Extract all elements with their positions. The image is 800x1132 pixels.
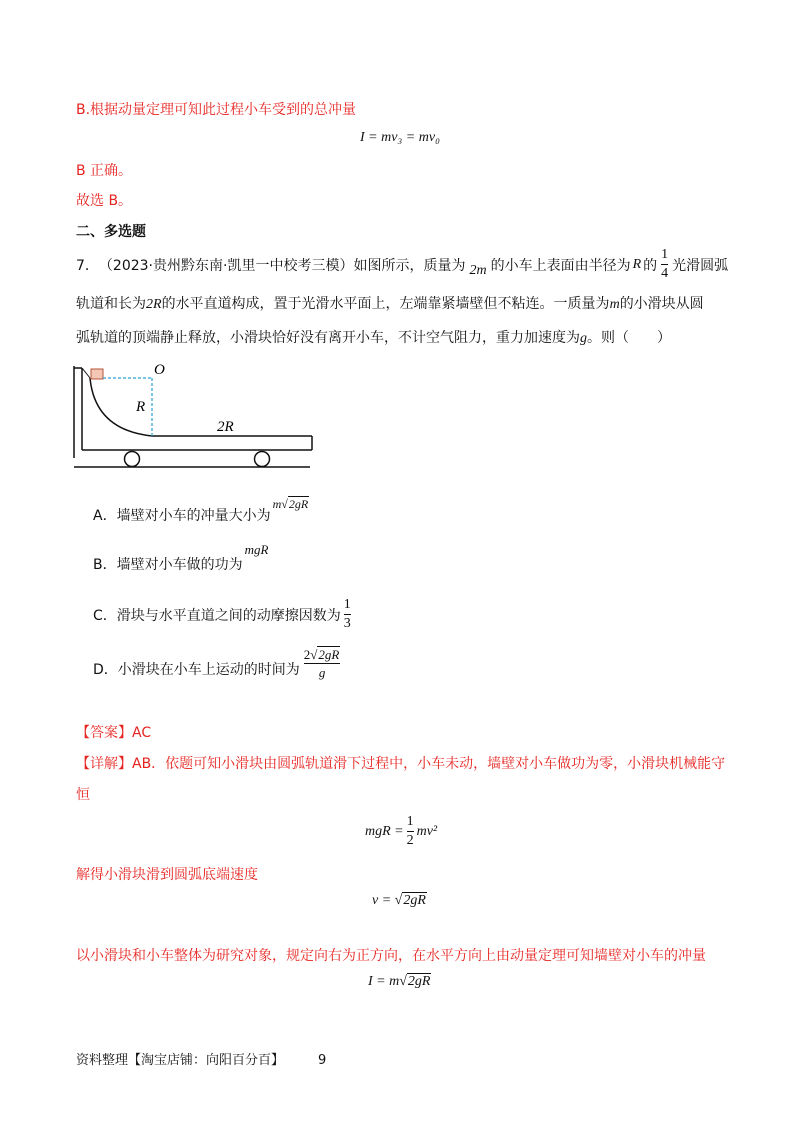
detail-line-1: 【详解】AB．依题可知小滑块由圆弧轨道滑下过程中，小车未动，墙壁对小车做功为零，小滑块机械能守 <box>76 756 726 772</box>
question-line-3 <box>76 327 671 347</box>
equation-impulse: I = m√2gR <box>368 974 431 989</box>
section-heading: 二、多选题 <box>76 224 146 240</box>
option-D-fraction <box>304 648 341 679</box>
wheel-right <box>255 452 270 467</box>
option-A-expr: m√2gR <box>272 497 309 511</box>
question-text-2: 的 <box>643 257 658 274</box>
quarter-denominator: 4 <box>661 266 669 281</box>
option-D-radicand: 2gR <box>318 647 340 662</box>
detail-line-2: 恒 <box>76 787 90 803</box>
option-D-numerator: 2√2gR <box>303 647 340 662</box>
eq3-left: I = m <box>368 974 400 989</box>
option-D-coef: 2 <box>303 647 311 662</box>
quarter-numerator: 1 <box>661 247 669 262</box>
wheel-left <box>125 452 140 467</box>
quarter-fraction <box>661 248 668 281</box>
eq2-left: v = <box>372 893 392 908</box>
partB-equation: I = mv₃ = mv₀ <box>360 130 440 145</box>
eq1-right: mv² <box>416 823 438 839</box>
eq1-denominator: 2 <box>406 833 414 848</box>
question-m: m <box>609 297 620 312</box>
question-source: （2023·贵州黔东南·凯里一中校考三模）如图所示，质量为 <box>98 257 466 274</box>
question-line3a: 弧轨道的顶端静止释放，小滑块恰好没有离开小车，不计空气阻力，重力加速度为 <box>76 330 580 346</box>
option-C-denominator: 3 <box>343 616 351 631</box>
cart-figure <box>70 360 320 470</box>
footer <box>76 1049 326 1068</box>
question-number: 7． <box>76 257 99 274</box>
question-line3b: 。则（ ） <box>587 330 671 346</box>
question-mass: 2m <box>469 262 487 278</box>
question-line-2 <box>76 293 704 313</box>
option-D-text: D．小滑块在小车上运动的时间为 <box>93 661 300 678</box>
option-C <box>93 598 351 631</box>
eq3-radicand: 2gR <box>407 974 431 989</box>
answer: 【答案】AC <box>76 725 152 741</box>
question-2R: 2R <box>146 297 162 312</box>
question-text-3: 光滑圆弧 <box>672 257 729 274</box>
label-2R: 2R <box>217 419 234 435</box>
option-C-fraction <box>344 598 351 631</box>
slider-block <box>91 369 103 379</box>
question-text-1: 的小车上表面由半径为 <box>490 257 631 274</box>
question-line2c: 的小滑块从圆 <box>619 296 704 312</box>
option-A <box>93 497 309 525</box>
detail-line-4: 以小滑块和小车整体为研究对象，规定向右为正方向，在水平方向上由动量定理可知墙壁对小车的冲量 <box>76 948 706 964</box>
eq1-fraction <box>407 815 414 848</box>
partB-correct: B 正确。 <box>76 163 133 179</box>
footer-text: 资料整理【淘宝店铺：向阳百分百】 <box>76 1053 285 1068</box>
eq1-numerator: 1 <box>406 814 414 829</box>
equation-energy <box>365 815 437 848</box>
question-line-1 <box>76 248 728 281</box>
page-number: 9 <box>318 1053 327 1068</box>
question-line2b: 的水平直道构成，置于光滑水平面上，左端靠紧墙壁但不粘连。一质量为 <box>161 296 610 312</box>
option-A-text: A．墙壁对小车的冲量大小为 <box>93 508 271 524</box>
option-A-m: m <box>272 497 282 511</box>
option-D <box>93 648 340 679</box>
question-R: R <box>632 256 642 272</box>
option-B <box>93 542 268 574</box>
label-R: R <box>136 399 146 415</box>
partB-line: B.根据动量定理可知此过程小车受到的总冲量 <box>76 102 357 118</box>
eq2-radicand: 2gR <box>403 893 426 908</box>
option-C-text: C．滑块与水平直道之间的动摩擦因数为 <box>93 607 341 624</box>
option-C-numerator: 1 <box>343 597 351 612</box>
question-g: g <box>580 331 587 346</box>
partB-choose: 故选 B。 <box>76 193 133 209</box>
label-O: O <box>154 362 165 378</box>
option-A-radicand: 2gR <box>288 497 309 511</box>
question-line2a: 轨道和长为 <box>76 296 146 312</box>
option-D-denominator: g <box>318 665 326 680</box>
option-B-text: B．墙壁对小车做的功为 <box>93 557 243 573</box>
option-B-expr: mgR <box>244 542 269 557</box>
arc-top-edge <box>82 368 90 378</box>
detail-line-3: 解得小滑块滑到圆弧底端速度 <box>76 867 258 883</box>
equation-velocity: v = √2gR <box>372 893 426 908</box>
eq1-left: mgR = <box>365 823 404 839</box>
